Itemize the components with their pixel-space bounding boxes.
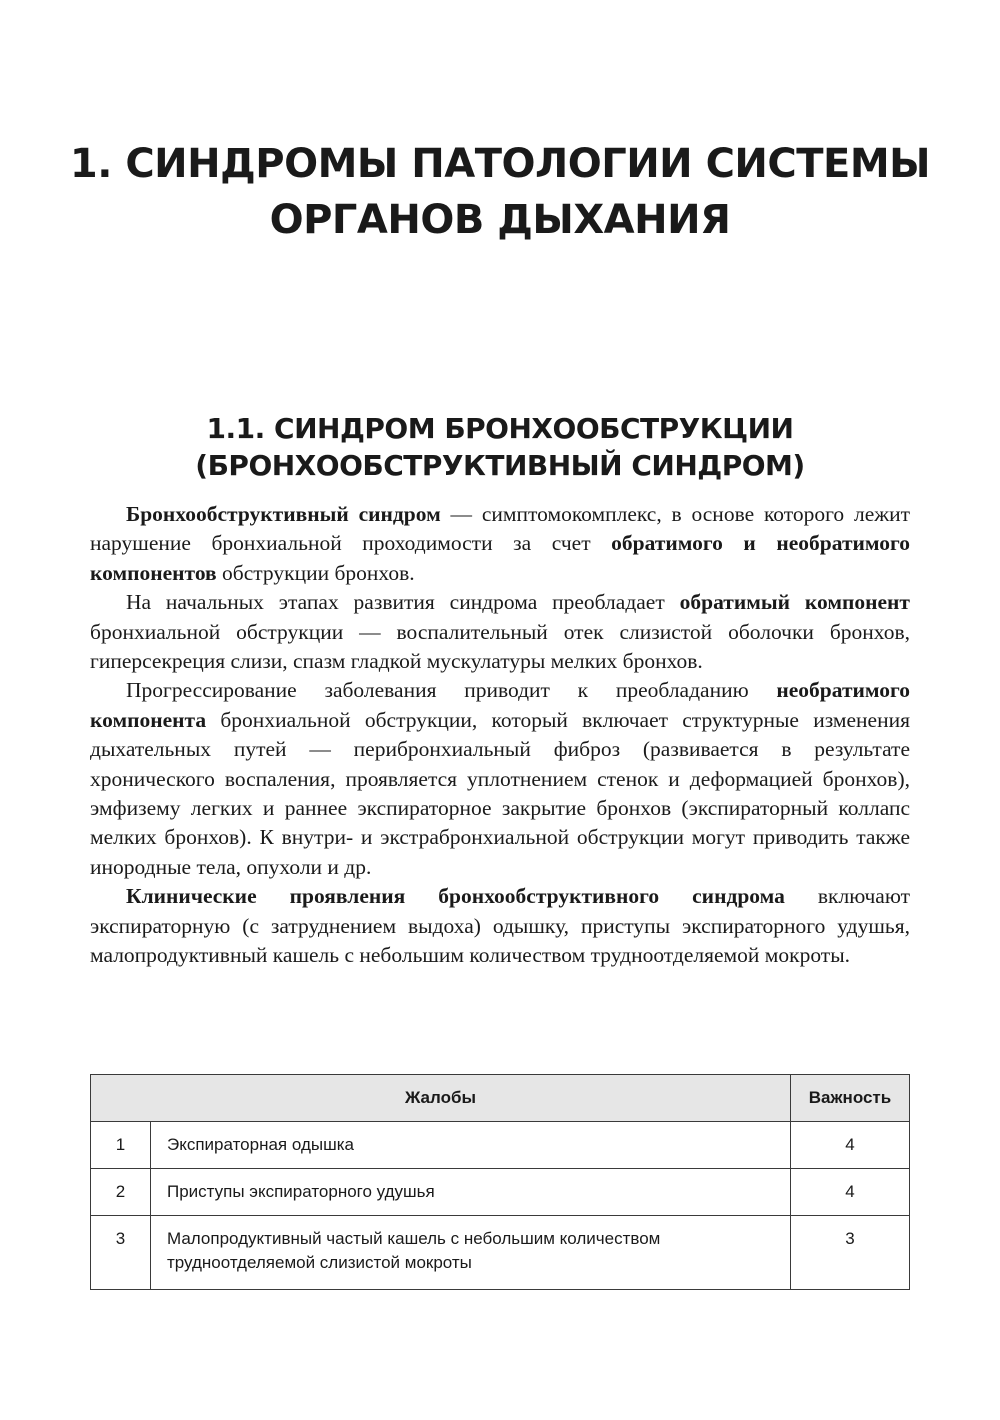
term-reversible-component: обратимый компонент	[679, 590, 910, 615]
section-title-line-2: (БРОНХООБСТРУКТИВНЫЙ СИНДРОМ)	[195, 449, 805, 482]
section-title-line-1: 1.1. СИНДРОМ БРОНХООБСТРУКЦИИ	[206, 412, 794, 445]
paragraph-reversible-component	[90, 588, 910, 676]
row-number: 2	[91, 1169, 151, 1216]
paragraph-text: включают экспираторную (с затруднением выдоха) одышку, приступы экспираторного удушья, малопродуктивный кашель с небольшим количеством трудноотделяемой мокроты.	[90, 884, 910, 968]
paragraph-text: На начальных этапах развития синдрома преобладает	[126, 590, 680, 615]
complaints-table	[90, 1074, 910, 1290]
row-importance: 4	[791, 1169, 910, 1216]
row-importance: 3	[791, 1216, 910, 1290]
table-row	[91, 1169, 910, 1216]
row-number: 1	[91, 1122, 151, 1169]
row-importance: 4	[791, 1122, 910, 1169]
row-complaint: Малопродуктивный частый кашель с небольшим количеством трудноотделяемой слизистой мокроты	[151, 1216, 791, 1290]
paragraph-text: Прогрессирование заболевания приводит к преобладанию	[126, 678, 777, 703]
term-clinical-manifestations: Клинические проявления бронхообструктивного синдрома	[126, 884, 785, 909]
chapter-title-line-2: ОРГАНОВ ДЫХАНИЯ	[269, 197, 731, 243]
term-irreversible-component: необратимого компонента	[90, 678, 910, 732]
paragraph-definition	[90, 500, 910, 588]
table-row	[91, 1216, 910, 1290]
paragraph-clinical-manifestations	[90, 882, 910, 970]
term-bronchoobstructive-syndrome: Бронхообструктивный синдром	[126, 502, 441, 526]
paragraph-text: бронхиальной обструкции, который включает структурные изменения дыхательных путей — перибронхиальный фиброз (развивается в результате хронического воспаления, проявляется уплотнением стенок и деформацией бронхов), эмфизему легких и раннее экспираторное закрытие бронхов (экспираторный коллапс мелких бронхов). К внутри- и экстрабронхиальной обструкции могут приводить также инородные тела, опухоли и др.	[90, 707, 910, 879]
body-text	[90, 500, 910, 971]
section-title	[60, 410, 940, 484]
row-complaint: Экспираторная одышка	[151, 1122, 791, 1169]
table-row	[91, 1122, 910, 1169]
row-complaint: Приступы экспираторного удушья	[151, 1169, 791, 1216]
row-number: 3	[91, 1216, 151, 1290]
chapter-title	[60, 136, 940, 248]
table-header-row	[91, 1075, 910, 1122]
header-complaints: Жалобы	[91, 1075, 791, 1122]
paragraph-text: обструкции бронхов.	[216, 560, 415, 585]
chapter-title-line-1: 1. СИНДРОМЫ ПАТОЛОГИИ СИСТЕМЫ	[69, 141, 931, 187]
term-reversible-irreversible: обратимого и необратимого компонентов	[90, 531, 910, 585]
header-importance: Важность	[791, 1075, 910, 1122]
paragraph-text: бронхиальной обструкции — воспалительный отек слизистой оболочки бронхов, гиперсекреция слизи, спазм гладкой мускулатуры мелких бронхов.	[90, 619, 910, 674]
paragraph-text: — симптомокомплекс, в основе которого лежит нарушение бронхиальной проходимости за счет	[90, 502, 910, 556]
paragraph-irreversible-component	[90, 676, 910, 882]
